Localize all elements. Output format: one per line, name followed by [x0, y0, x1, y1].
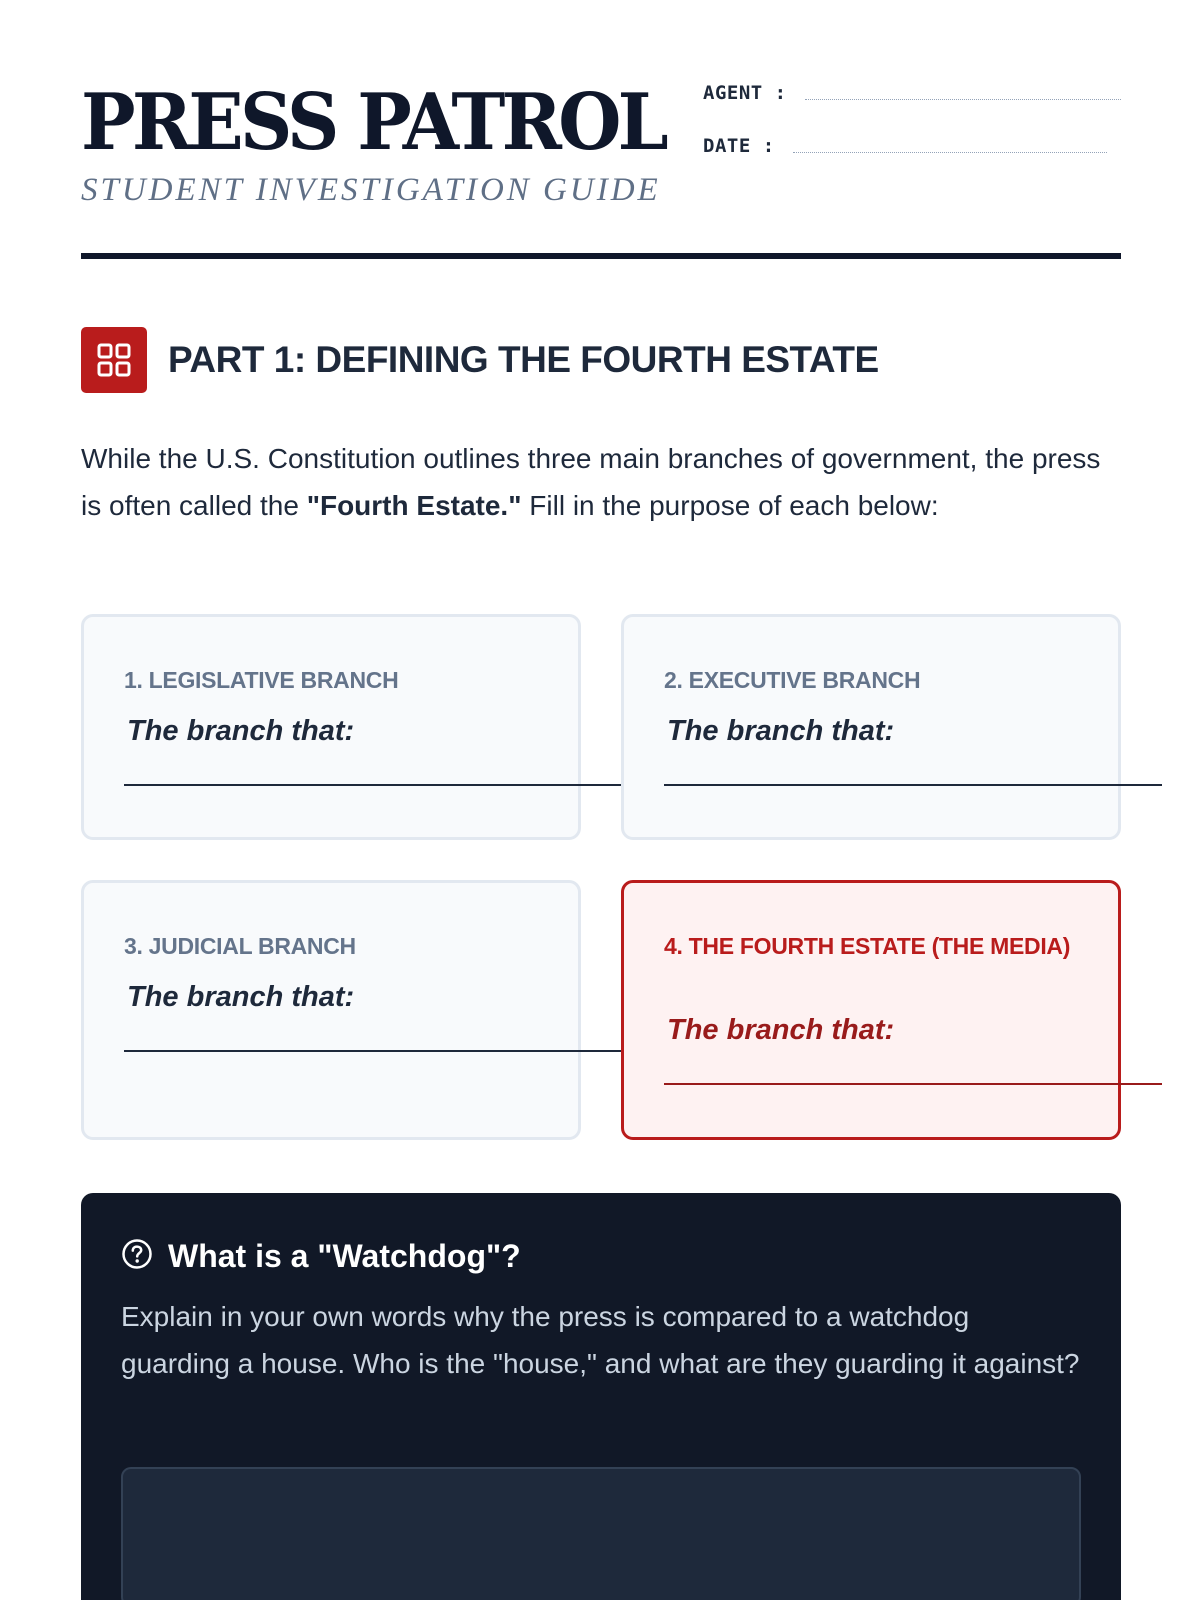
- card-prompt: The branch that:: [667, 715, 895, 747]
- card-title: 1. LEGISLATIVE BRANCH: [124, 667, 399, 693]
- intro-text-end: Fill in the purpose of each below:: [521, 490, 939, 521]
- branch-card-legislative: [81, 614, 581, 840]
- section-header: [81, 327, 879, 393]
- card-title: 2. EXECUTIVE BRANCH: [664, 667, 921, 693]
- section-intro: [81, 435, 1121, 529]
- question-circle-icon: [121, 1238, 153, 1275]
- worksheet-page: [81, 0, 1121, 1379]
- card-title: 3. JUDICIAL BRANCH: [124, 933, 356, 959]
- page-title: PRESS PATROL: [81, 77, 665, 168]
- header-divider: [81, 253, 1121, 259]
- branch-card-fourth-estate: [621, 880, 1121, 1140]
- date-blank[interactable]: [793, 139, 1107, 153]
- agent-label: AGENT :: [703, 82, 787, 104]
- watchdog-header: [121, 1238, 521, 1275]
- branch-card-judicial: [81, 880, 581, 1140]
- page-subtitle: STUDENT INVESTIGATION GUIDE: [81, 172, 661, 208]
- card-prompt: The branch that:: [667, 1014, 895, 1046]
- branch-card-executive: [621, 614, 1121, 840]
- card-prompt: The branch that:: [127, 981, 355, 1013]
- watchdog-answer-box[interactable]: [121, 1467, 1081, 1600]
- date-label: DATE :: [703, 135, 775, 157]
- date-field: [703, 135, 1107, 157]
- watchdog-panel: [81, 1193, 1121, 1600]
- answer-blank[interactable]: [664, 1083, 1162, 1085]
- agent-blank[interactable]: [805, 86, 1121, 100]
- intro-emphasis: "Fourth Estate.": [306, 490, 522, 521]
- watchdog-title: What is a "Watchdog"?: [168, 1238, 521, 1274]
- worksheet-header: [81, 0, 1121, 262]
- answer-blank[interactable]: [124, 784, 622, 786]
- grid-icon: [81, 327, 147, 393]
- answer-blank[interactable]: [664, 784, 1162, 786]
- answer-blank[interactable]: [124, 1050, 622, 1052]
- section-title: PART 1: DEFINING THE FOURTH ESTATE: [168, 339, 879, 380]
- card-prompt: The branch that:: [127, 715, 355, 747]
- agent-field: [703, 82, 1121, 104]
- watchdog-question: Explain in your own words why the press is compared to a watchdog guarding a house. Who is the "house," and what are they guarding it against?: [121, 1301, 1080, 1379]
- card-title: 4. THE FOURTH ESTATE (THE MEDIA): [664, 933, 1071, 959]
- intro-text: While the U.S. Constitution outlines three main branches of government, the press is often called the: [81, 443, 1101, 521]
